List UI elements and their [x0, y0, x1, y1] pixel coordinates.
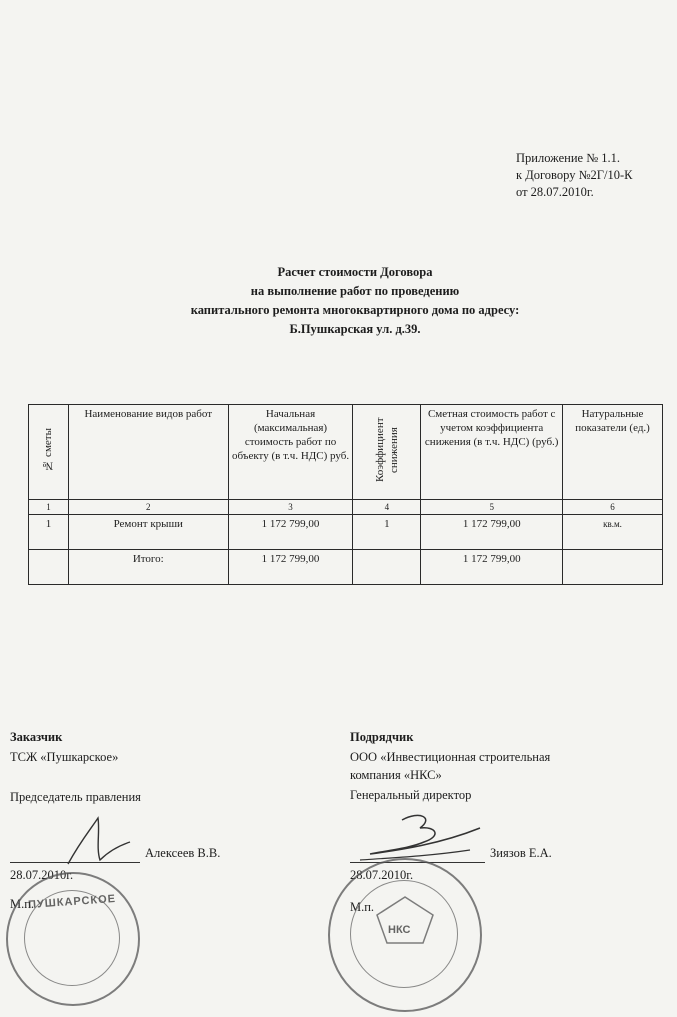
customer-stamp-label: М.п. [10, 897, 35, 911]
header-work-name: Наименование видов работ [68, 405, 228, 500]
customer-stamp [6, 872, 140, 1006]
document-title [150, 263, 560, 339]
contractor-stamp [328, 858, 482, 1012]
cell-estimate-number: 1 [29, 515, 69, 550]
total-row [29, 550, 663, 585]
customer-signature [60, 812, 170, 872]
col-number: 4 [353, 500, 421, 515]
contractor-name: Зиязов Е.А. [490, 846, 552, 860]
title-line-2: на выполнение работ по проведению [250, 284, 460, 298]
contractor-position: Генеральный директор [350, 788, 472, 802]
header-coefficient: Коэффициент снижения [353, 405, 421, 500]
contractor-org-line-2: компания «НКС» [350, 768, 442, 782]
appendix-line-1: Приложение № 1.1. [516, 151, 621, 165]
customer-stamp-text: ПУШКАРСКОЕ [27, 892, 117, 912]
customer-position: Председатель правления [10, 790, 141, 804]
contractor-date: 28.07.2010г. [350, 868, 414, 882]
contractor-block [350, 727, 670, 805]
contractor-org-line-1: ООО «Инвестиционная строительная [350, 750, 551, 764]
table-row [29, 515, 663, 550]
col-number: 1 [29, 500, 69, 515]
contractor-heading: Подрядчик [350, 730, 414, 744]
header-estimated-cost: Сметная стоимость работ с учетом коэффициента снижения (в т.ч. НДС) (руб.) [421, 405, 563, 500]
appendix-line-3: от 28.07.2010г. [516, 185, 594, 199]
total-empty-cell [353, 550, 421, 585]
contractor-stamp-text: НКС [388, 924, 411, 936]
total-empty-cell [563, 550, 663, 585]
customer-org: ТСЖ «Пушкарское» [10, 750, 119, 764]
col-number: 2 [68, 500, 228, 515]
customer-date: 28.07.2010г. [10, 868, 74, 882]
header-estimate-number: № сметы [29, 405, 69, 500]
title-line-1: Расчет стоимости Договора [277, 265, 433, 279]
appendix-note [516, 150, 632, 201]
contractor-stamp-label: М.п. [350, 900, 375, 914]
cell-estimated-cost: 1 172 799,00 [421, 515, 563, 550]
header-initial-cost: Начальная (максимальная) стоимость работ по объекту (в т.ч. НДС) руб. [228, 405, 353, 500]
header-natural-indicators: Натуральные показатели (ед.) [563, 405, 663, 500]
total-estimated-cost: 1 172 799,00 [421, 550, 563, 585]
total-initial-cost: 1 172 799,00 [228, 550, 353, 585]
column-number-row [29, 500, 663, 515]
col-number: 5 [421, 500, 563, 515]
title-line-3: капитального ремонта многоквартирного дома по адресу: [190, 303, 520, 317]
customer-name: Алексеев В.В. [145, 846, 221, 860]
cell-initial-cost: 1 172 799,00 [228, 515, 353, 550]
customer-block [10, 727, 310, 807]
cell-work-name: Ремонт крыши [68, 515, 228, 550]
estimate-table [28, 404, 663, 585]
col-number: 3 [228, 500, 353, 515]
cell-coefficient: 1 [353, 515, 421, 550]
total-label: Итого: [68, 550, 228, 585]
customer-heading: Заказчик [10, 730, 63, 744]
appendix-line-2: к Договору №2Г/10-К [516, 168, 633, 182]
cell-unit: кв.м. [563, 515, 663, 550]
total-empty-cell [29, 550, 69, 585]
title-line-4: Б.Пушкарская ул. д.39. [289, 322, 421, 336]
contractor-signature [350, 810, 510, 870]
col-number: 6 [563, 500, 663, 515]
table-header-row [29, 405, 663, 500]
